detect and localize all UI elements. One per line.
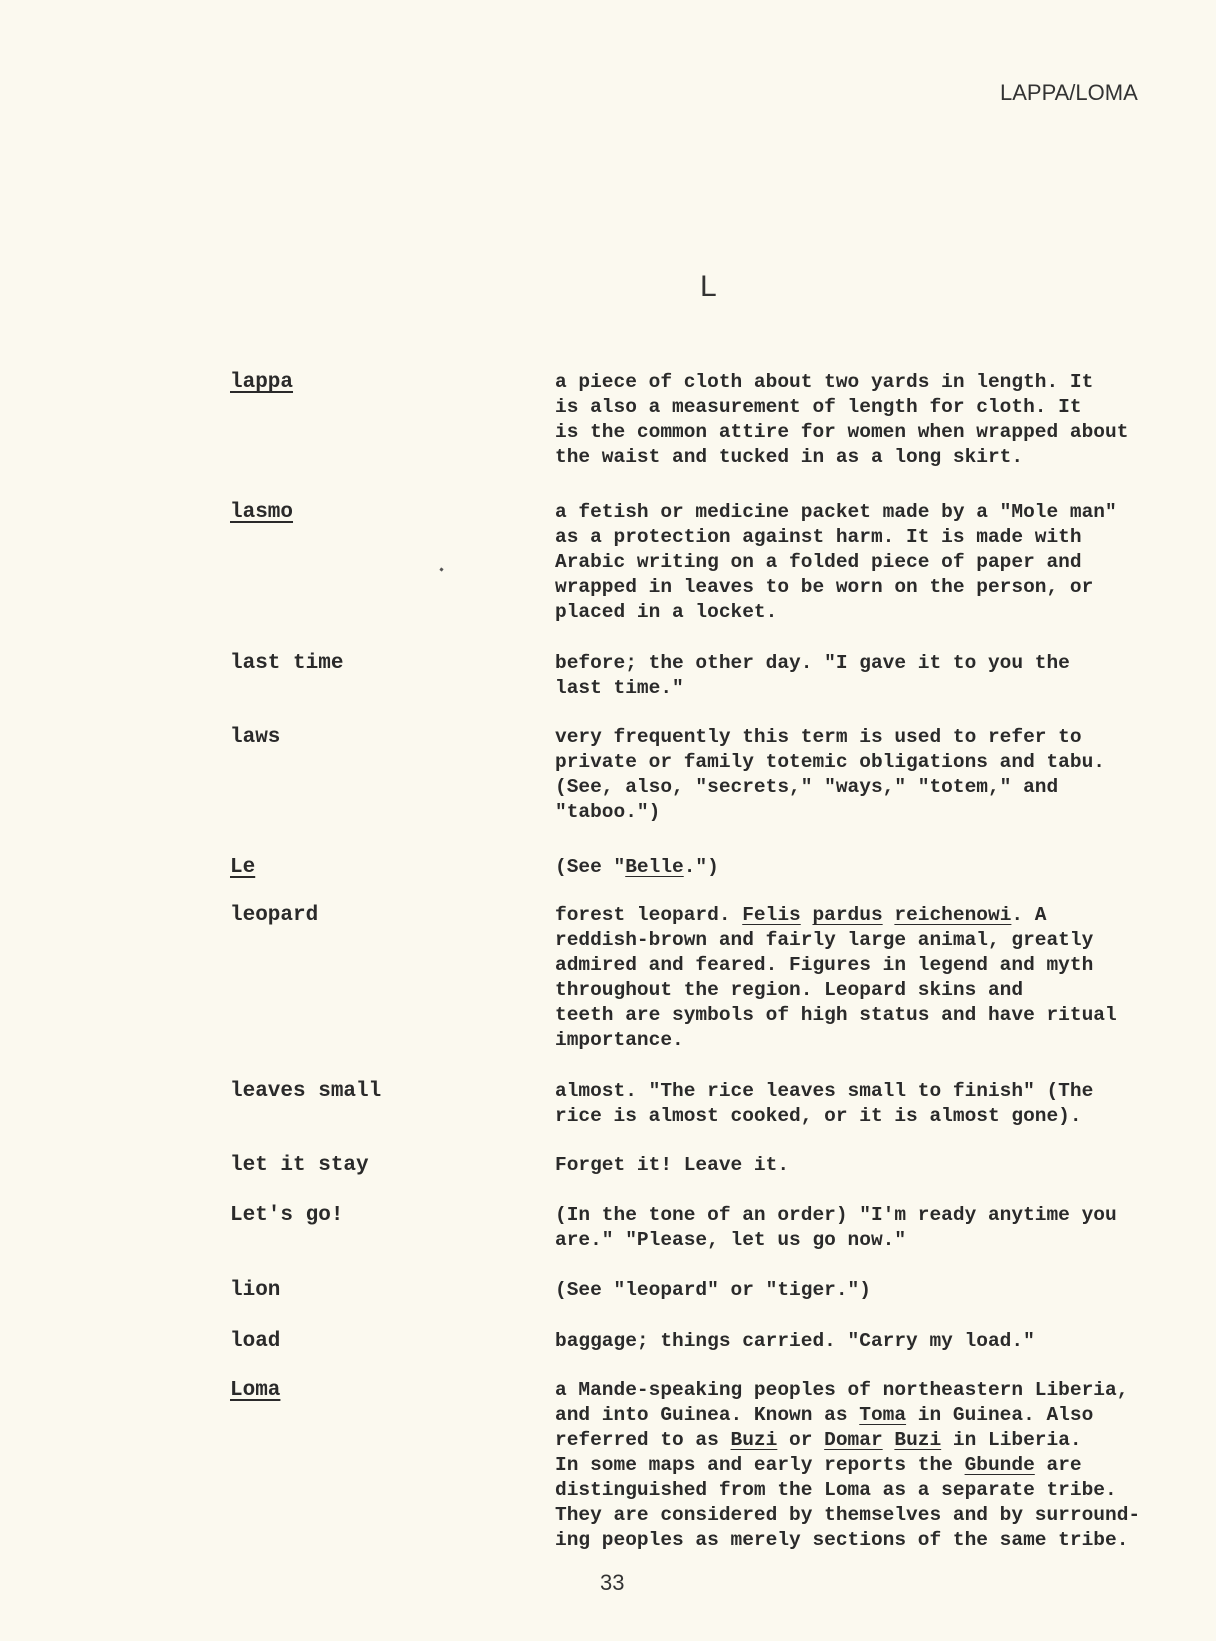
entry-term: Let's go!	[230, 1204, 344, 1227]
def-text: in Liberia.	[941, 1429, 1082, 1451]
def-line: (In the tone of an order) "I'm ready anytime you	[555, 1204, 1117, 1226]
def-line: Arabic writing on a folded piece of paper and	[555, 551, 1082, 573]
entry-term: lasmo	[230, 501, 294, 524]
entry-term: leopard	[230, 904, 319, 927]
def-line: are." "Please, let us go now."	[555, 1229, 907, 1251]
def-line: very frequently this term is used to refer to	[555, 726, 1082, 748]
def-line: (See "leopard" or "tiger.")	[555, 1279, 871, 1301]
def-line: last time."	[555, 677, 684, 699]
entry-definition	[555, 651, 1195, 701]
entry-definition	[555, 1378, 1195, 1553]
def-line: rice is almost cooked, or it is almost gone).	[555, 1105, 1082, 1127]
def-text: in Guinea. Also	[906, 1404, 1094, 1426]
def-line: private or family totemic obligations and tabu.	[555, 751, 1105, 773]
page-number: 33	[600, 1570, 625, 1595]
def-text: . A	[1011, 904, 1047, 926]
def-line: They are considered by themselves and by surround-	[555, 1504, 1141, 1526]
def-line	[555, 903, 1195, 928]
def-text: forest leopard.	[555, 904, 743, 926]
entry-term: lappa	[230, 371, 294, 394]
def-line: Forget it! Leave it.	[555, 1154, 790, 1176]
def-line: "taboo.")	[555, 801, 661, 823]
entry-definition	[555, 1329, 1195, 1354]
def-line: is the common attire for women when wrapped about	[555, 421, 1129, 443]
def-text: (See "	[555, 856, 626, 878]
entry-term: laws	[230, 726, 281, 749]
entry-definition	[555, 1278, 1195, 1303]
def-text: referred to as	[555, 1429, 731, 1451]
def-line: admired and feared. Figures in legend and myth	[555, 954, 1094, 976]
entry-term: load	[230, 1330, 281, 1353]
def-line: baggage; things carried. "Carry my load."	[555, 1330, 1035, 1352]
def-line: ing peoples as merely sections of the same tribe.	[555, 1529, 1129, 1551]
entry-definition	[555, 903, 1195, 1053]
def-line: before; the other day. "I gave it to you the	[555, 652, 1070, 674]
entry-definition	[555, 855, 1195, 880]
def-line	[555, 1453, 1195, 1478]
def-line: teeth are symbols of high status and have ritual	[555, 1004, 1117, 1026]
term-reference: Buzi	[730, 1429, 778, 1451]
entry-definition	[555, 725, 1195, 825]
entry-term: leaves small	[230, 1080, 382, 1103]
entry-definition	[555, 1203, 1195, 1253]
running-head: LAPPA/LOMA	[1000, 80, 1138, 105]
def-line: distinguished from the Loma as a separate tribe.	[555, 1479, 1117, 1501]
entry-definition	[555, 1153, 1195, 1178]
def-text	[883, 1429, 895, 1451]
ink-speck	[439, 567, 443, 571]
letter-heading: L	[700, 270, 717, 303]
term-reference: Gbunde	[964, 1454, 1035, 1476]
def-line	[555, 1403, 1195, 1428]
scientific-name: Felis	[742, 904, 801, 926]
def-line: is also a measurement of length for cloth. It	[555, 396, 1082, 418]
def-text: In some maps and early reports the	[555, 1454, 965, 1476]
def-line: a piece of cloth about two yards in length. It	[555, 371, 1094, 393]
scientific-name: reichenowi	[894, 904, 1012, 926]
def-line: a Mande-speaking peoples of northeastern Liberia,	[555, 1379, 1129, 1401]
def-line: reddish-brown and fairly large animal, greatly	[555, 929, 1094, 951]
def-line	[555, 855, 1195, 880]
def-line: placed in a locket.	[555, 601, 778, 623]
entry-definition	[555, 500, 1195, 625]
def-line: importance.	[555, 1029, 684, 1051]
scientific-name: pardus	[812, 904, 883, 926]
entry-term: let it stay	[230, 1154, 369, 1177]
term-reference: Domar	[824, 1429, 883, 1451]
entry-term: Le	[230, 856, 256, 879]
def-line: as a protection against harm. It is made with	[555, 526, 1082, 548]
def-line: a fetish or medicine packet made by a "Mole man"	[555, 501, 1117, 523]
term-reference: Toma	[859, 1404, 907, 1426]
term-reference: Buzi	[894, 1429, 942, 1451]
cross-reference: Belle	[625, 856, 684, 878]
def-line: throughout the region. Leopard skins and	[555, 979, 1024, 1001]
def-line: wrapped in leaves to be worn on the person, or	[555, 576, 1094, 598]
entry-definition	[555, 1079, 1195, 1129]
entry-term: lion	[230, 1279, 281, 1302]
def-line: (See, also, "secrets," "ways," "totem," and	[555, 776, 1059, 798]
def-text: .")	[683, 856, 719, 878]
entry-definition	[555, 370, 1195, 470]
def-line: almost. "The rice leaves small to finish" (The	[555, 1080, 1094, 1102]
def-text: or	[777, 1429, 825, 1451]
entry-term: Loma	[230, 1379, 281, 1402]
def-text: are	[1034, 1454, 1082, 1476]
entry-term: last time	[230, 652, 344, 675]
def-line	[555, 1428, 1195, 1453]
def-text: and into Guinea. Known as	[555, 1404, 860, 1426]
def-line: the waist and tucked in as a long skirt.	[555, 446, 1024, 468]
